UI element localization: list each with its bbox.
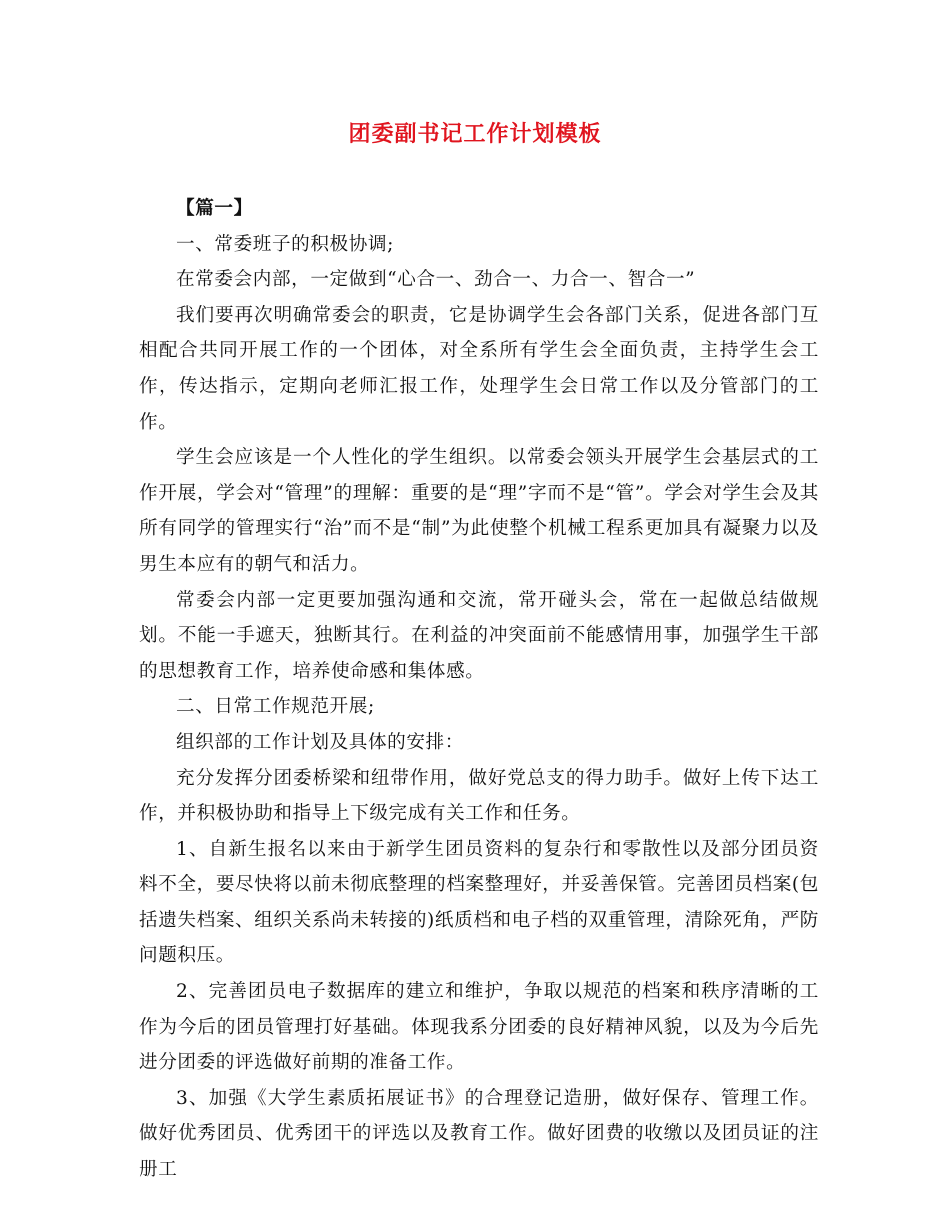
paragraph: 在常委会内部，一定做到“心合一、劲合一、力合一、智合一”: [176, 269, 696, 291]
heading-2: 二、日常工作规范开展;: [176, 696, 375, 718]
paragraph: 学生会应该是一个人性化的学生组织。以常委会领头开展学生会基层式的工作开展，学会对“管理”的理解：重要的是“理”字而不是“管”。学会对学生会及其所有同学的管理实行“治”而不是“制”为此使整个机械工程系更加具有凝聚力以及男生本应有的朝气和活力。: [139, 447, 819, 575]
paragraph: 组织部的工作计划及具体的安排：: [176, 731, 464, 753]
heading-1: 一、常委班子的积极协调;: [176, 233, 394, 255]
section-label: 【篇一】: [176, 198, 253, 219]
document-title: 团委副书记工作计划模板: [348, 121, 602, 147]
paragraph: 充分发挥分团委桥梁和纽带作用，做好党总支的得力助手。做好上传下达工作，并积极协助和指导上下级完成有关工作和任务。: [139, 767, 819, 825]
document-body: [139, 191, 819, 1188]
list-item: 1、自新生报名以来由于新学生团员资料的复杂行和零散性以及部分团员资料不全，要尽快将以前未彻底整理的档案整理好，并妥善保管。完善团员档案(包括遗失档案、组织关系尚未转接的)纸质档和电子档的双重管理，清除死角，严防问题积压。: [139, 838, 819, 967]
list-item: 2、完善团员电子数据库的建立和维护，争取以规范的档案和秩序清晰的工作为今后的团员管理打好基础。体现我系分团委的良好精神风貌，以及为今后先进分团委的评选做好前期的准备工作。: [139, 981, 819, 1074]
paragraph: 我们要再次明确常委会的职责，它是协调学生会各部门关系，促进各部门互相配合共同开展工作的一个团体，对全系所有学生会全面负责，主持学生会工作，传达指示，定期向老师汇报工作，处理学生会日常工作以及分管部门的工作。: [139, 304, 819, 433]
paragraph: 常委会内部一定更要加强沟通和交流，常开碰头会，常在一起做总结做规划。不能一手遮天，独断其行。在利益的冲突面前不能感情用事，加强学生干部的思想教育工作，培养使命感和集体感。: [139, 589, 819, 682]
list-item: 3、加强《大学生素质拓展证书》的合理登记造册，做好保存、管理工作。做好优秀团员、优秀团干的评选以及教育工作。做好团费的收缴以及团员证的注册工: [139, 1087, 819, 1181]
